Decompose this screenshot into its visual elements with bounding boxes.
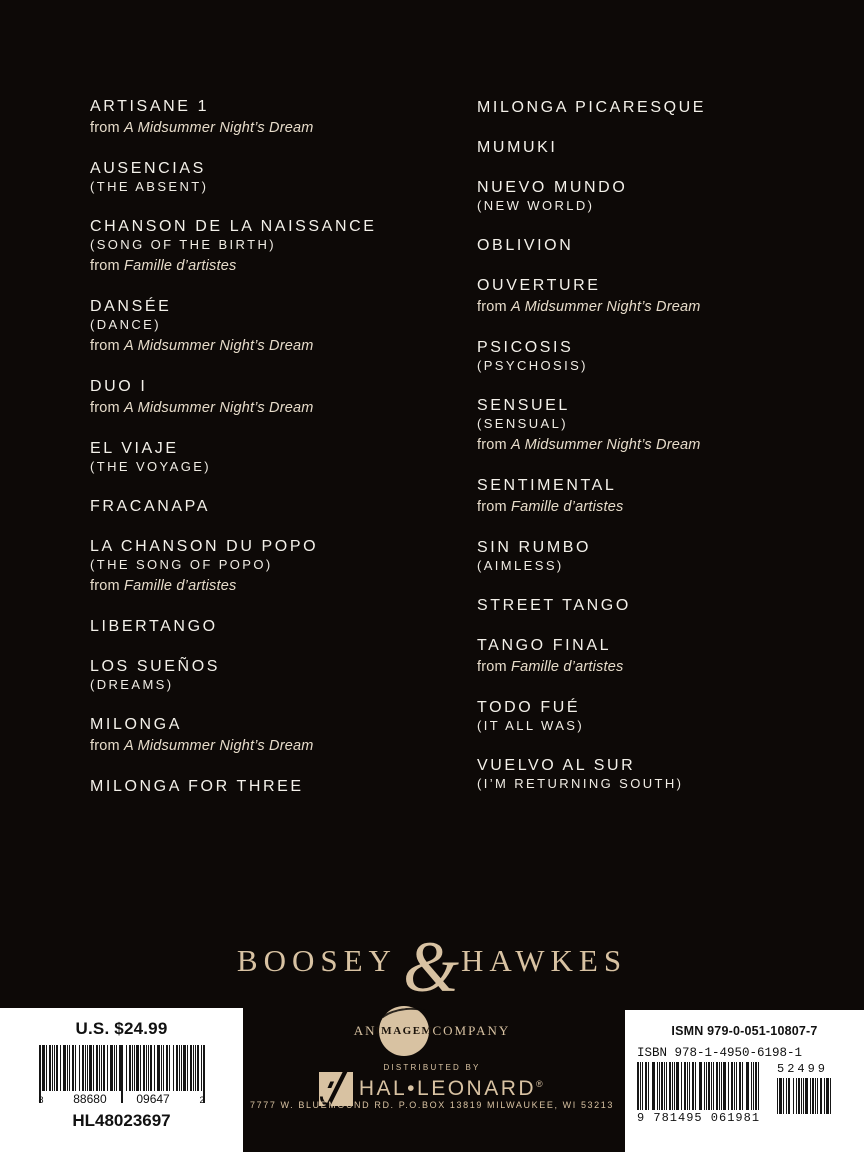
song-title: LIBERTANGO bbox=[90, 618, 218, 635]
song-entry bbox=[477, 237, 857, 255]
song-entry bbox=[477, 339, 857, 375]
song-title: NUEVO MUNDO bbox=[477, 179, 628, 196]
song-subtitle: (NEW WORLD) bbox=[477, 198, 595, 213]
song-title: TODO FUÉ bbox=[477, 699, 581, 716]
song-entry bbox=[477, 699, 857, 735]
song-subtitle: (IT ALL WAS) bbox=[477, 718, 585, 733]
song-subtitle: (DANCE) bbox=[90, 317, 161, 332]
song-source-work: A Midsummer Night’s Dream bbox=[124, 738, 314, 754]
song-title: PSICOSIS bbox=[477, 339, 574, 356]
song-title: MILONGA bbox=[90, 716, 182, 733]
song-title: EL VIAJE bbox=[90, 440, 179, 457]
price-label: U.S. $24.99 bbox=[75, 1019, 168, 1038]
song-title: MILONGA PICARESQUE bbox=[477, 99, 707, 116]
catalog-number: HL48023697 bbox=[72, 1111, 171, 1130]
song-title: OUVERTURE bbox=[477, 277, 601, 294]
song-source-work: Famille d’artistes bbox=[511, 499, 624, 515]
imagem-an-label: AN bbox=[353, 1023, 377, 1038]
song-source-work: Famille d’artistes bbox=[124, 258, 237, 274]
song-source: from A Midsummer Night’s Dream bbox=[90, 120, 314, 136]
upc-right-digits: 09647 bbox=[136, 1092, 170, 1106]
song-entry bbox=[477, 637, 857, 677]
song-title: VUELVO AL SUR bbox=[477, 757, 636, 774]
song-title: OBLIVION bbox=[477, 237, 574, 254]
boosey-hawkes-logo: BOOSEY&HAWKES bbox=[236, 927, 628, 1007]
song-title: STREET TANGO bbox=[477, 597, 631, 614]
song-list-left bbox=[90, 98, 470, 796]
song-title: ARTISANE 1 bbox=[90, 98, 210, 115]
boosey-wordmark: BOOSEY bbox=[236, 943, 397, 978]
song-entry bbox=[90, 378, 470, 418]
upc-guard-middle bbox=[121, 1045, 123, 1103]
song-entry bbox=[477, 277, 857, 317]
song-entry bbox=[90, 498, 470, 516]
distributed-by-label: DISTRIBUTED BY bbox=[383, 1063, 481, 1072]
song-subtitle: (DREAMS) bbox=[90, 677, 174, 692]
song-subtitle: (SENSUAL) bbox=[477, 416, 568, 431]
song-title: SENSUEL bbox=[477, 397, 570, 414]
hal-leonard-wordmark: HAL•LEONARD® bbox=[358, 1077, 546, 1100]
song-entry bbox=[477, 757, 857, 793]
song-subtitle: (PSYCHOSIS) bbox=[477, 358, 588, 373]
song-title: SENTIMENTAL bbox=[477, 477, 617, 494]
song-entry bbox=[90, 98, 470, 138]
song-subtitle: (I’M RETURNING SOUTH) bbox=[477, 776, 684, 791]
song-entry bbox=[90, 658, 470, 694]
song-subtitle: (AIMLESS) bbox=[477, 558, 564, 573]
song-title: SIN RUMBO bbox=[477, 539, 592, 556]
song-entry bbox=[90, 440, 470, 476]
song-entry bbox=[477, 179, 857, 215]
isbn-label: ISBN 978-1-4950-6198-1 bbox=[637, 1046, 803, 1060]
song-subtitle: (THE SONG OF POPO) bbox=[90, 557, 273, 572]
supplement-digits: 52499 bbox=[777, 1062, 829, 1076]
ean-barcode bbox=[637, 1062, 760, 1125]
price-barcode-panel bbox=[0, 1008, 243, 1152]
song-entry bbox=[477, 99, 857, 117]
song-source: from A Midsummer Night’s Dream bbox=[477, 299, 701, 315]
song-entry bbox=[90, 160, 470, 196]
song-title: MUMUKI bbox=[477, 139, 558, 156]
song-entry bbox=[90, 298, 470, 356]
song-source: from Famille d’artistes bbox=[90, 578, 237, 594]
upc-barcode bbox=[39, 1039, 205, 1106]
song-entry bbox=[90, 538, 470, 596]
song-title: CHANSON DE LA NAISSANCE bbox=[90, 218, 377, 235]
song-entry bbox=[477, 139, 857, 157]
song-source-work: A Midsummer Night’s Dream bbox=[124, 120, 314, 136]
song-subtitle: (THE ABSENT) bbox=[90, 179, 209, 194]
song-source: from Famille d’artistes bbox=[477, 659, 624, 675]
song-entry bbox=[90, 716, 470, 756]
song-subtitle: (THE VOYAGE) bbox=[90, 459, 212, 474]
song-title: DANSÉE bbox=[90, 298, 172, 315]
upc-lead-digit: 8 bbox=[38, 1095, 44, 1105]
upc-left-digits: 88680 bbox=[73, 1092, 107, 1106]
song-source-work: Famille d’artistes bbox=[124, 578, 237, 594]
song-subtitle: (SONG OF THE BIRTH) bbox=[90, 237, 276, 252]
hal-leonard-address: 7777 W. BLUEMOUND RD. P.O.BOX 13819 MILWAUKEE, WI 53213 bbox=[250, 1100, 614, 1110]
registered-mark: ® bbox=[536, 1079, 546, 1089]
ismn-label: ISMN 979-0-051-10807-7 bbox=[671, 1024, 818, 1038]
song-title: LOS SUEÑOS bbox=[90, 658, 221, 675]
song-source: from A Midsummer Night’s Dream bbox=[90, 400, 314, 416]
supplement-bars-icon bbox=[777, 1078, 853, 1114]
imagem-wordmark: IMAGEM bbox=[375, 1025, 434, 1037]
song-entry bbox=[477, 539, 857, 575]
ean-supplement bbox=[777, 1062, 853, 1114]
song-title: DUO I bbox=[90, 378, 148, 395]
ean-bars-icon bbox=[637, 1062, 760, 1110]
song-title: LA CHANSON DU POPO bbox=[90, 538, 319, 555]
upc-trail-digit: 2 bbox=[199, 1095, 205, 1105]
song-title: AUSENCIAS bbox=[90, 160, 206, 177]
song-source: from Famille d’artistes bbox=[90, 258, 237, 274]
ean-digits: 9 781495 061981 bbox=[637, 1111, 761, 1125]
hawkes-wordmark: HAWKES bbox=[460, 943, 628, 978]
imagem-circle-icon bbox=[375, 1006, 434, 1056]
song-entry bbox=[90, 778, 470, 796]
song-source: from A Midsummer Night’s Dream bbox=[90, 738, 314, 754]
song-source: from A Midsummer Night’s Dream bbox=[477, 437, 701, 453]
song-entry bbox=[90, 618, 470, 636]
song-source-work: A Midsummer Night’s Dream bbox=[511, 299, 701, 315]
song-entry bbox=[90, 218, 470, 276]
song-source-work: A Midsummer Night’s Dream bbox=[124, 338, 314, 354]
song-title: FRACANAPA bbox=[90, 498, 211, 515]
song-entry bbox=[477, 597, 857, 615]
song-list-right bbox=[477, 99, 857, 793]
song-entry bbox=[477, 477, 857, 517]
song-source: from A Midsummer Night’s Dream bbox=[90, 338, 314, 354]
song-source: from Famille d’artistes bbox=[477, 499, 624, 515]
isbn-barcode-panel bbox=[625, 1010, 864, 1152]
song-entry bbox=[477, 397, 857, 455]
song-source-work: Famille d’artistes bbox=[511, 659, 624, 675]
song-source-work: A Midsummer Night’s Dream bbox=[511, 437, 701, 453]
song-source-work: A Midsummer Night’s Dream bbox=[124, 400, 314, 416]
imagem-company-label: COMPANY bbox=[432, 1023, 511, 1038]
song-title: MILONGA FOR THREE bbox=[90, 778, 304, 795]
song-title: TANGO FINAL bbox=[477, 637, 612, 654]
